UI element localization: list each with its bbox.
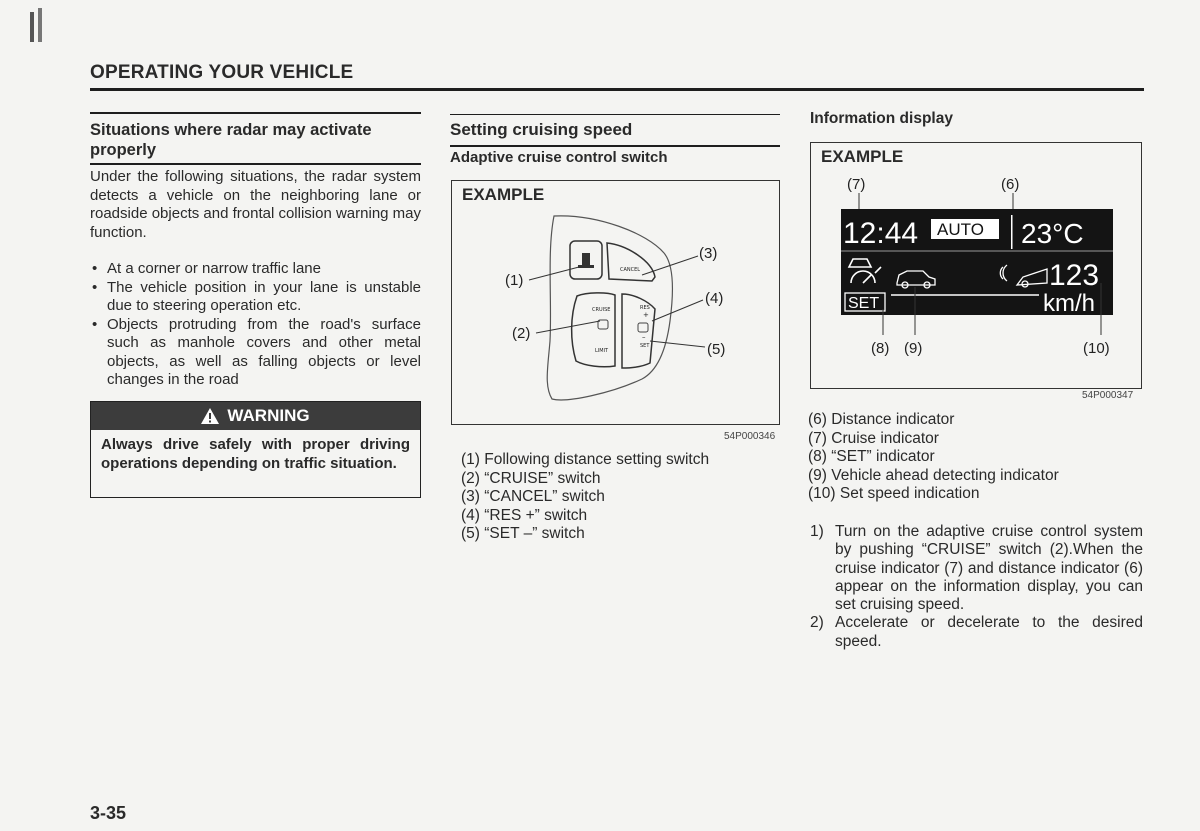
callout-1: (1) <box>505 272 524 289</box>
callout-10: (10) <box>1083 340 1110 357</box>
minus-switch-label: – <box>642 333 646 341</box>
info-display-illustration <box>811 143 1143 390</box>
legend-item: (3) “CANCEL” switch <box>461 488 605 505</box>
legend-item: (1) Following distance setting switch <box>461 451 710 468</box>
callout-6: (6) <box>1001 176 1020 193</box>
legend-item: (8) “SET” indicator <box>808 448 935 465</box>
plus-switch-label: + <box>643 311 649 319</box>
display-time: 12:44 <box>843 217 919 250</box>
subheading-switch: Adaptive cruise control switch <box>450 149 668 166</box>
callout-9: (9) <box>904 340 923 357</box>
display-unit: km/h <box>1043 290 1096 317</box>
cruise-switch-label: CRUISE <box>592 307 611 313</box>
legend-item: (7) Cruise indicator <box>808 429 939 447</box>
figure-code: 54P000346 <box>724 431 776 442</box>
switch-legend <box>461 451 709 544</box>
warning-header <box>91 402 420 430</box>
callout-7: (7) <box>847 176 866 193</box>
corner-tab-mark <box>28 6 58 46</box>
warning-box <box>90 401 421 498</box>
switch-figure <box>451 180 780 425</box>
list-item: • At a corner or narrow traffic lane <box>90 260 421 279</box>
figure-code: 54P000347 <box>1082 390 1134 401</box>
display-figure <box>810 142 1142 389</box>
section-rule <box>90 163 421 165</box>
step-item <box>810 523 1143 614</box>
section-rule <box>90 112 421 114</box>
cancel-button <box>607 243 655 281</box>
legend-item: (6) Distance indicator <box>808 411 955 428</box>
cancel-switch-label: CANCEL <box>620 267 641 273</box>
legend-item: (9) Vehicle ahead detecting indicator <box>808 466 1059 484</box>
intro-paragraph: Under the following situations, the radar system detects a vehicle on the neighboring lane or roadside objects and frontal collision warning may function. <box>90 168 422 241</box>
example-label: EXAMPLE <box>462 185 545 204</box>
warning-title: WARNING <box>227 406 310 425</box>
step-number: 2) <box>810 614 824 632</box>
step-text: Accelerate or decelerate to the desired speed. <box>835 614 1143 650</box>
display-set-indicator: SET <box>848 295 880 312</box>
subheading-info-display: Information display <box>810 110 953 127</box>
list-item: • Objects protruding from the road's surface such as manhole covers and other metal objects, as well as falling objects or level changes in the road <box>90 316 421 390</box>
cruise-limit-rocker <box>572 293 615 367</box>
step-text: Turn on the adaptive cruise control system by pushing “CRUISE” switch (2).When the cruise indicator (7) and distance indicator (6) appear on the information display, you can set cruising speed. <box>835 523 1143 614</box>
display-mode: AUTO <box>937 220 984 239</box>
callout-4: (4) <box>705 290 724 307</box>
procedure-steps <box>810 523 1143 651</box>
section-rule <box>450 114 780 115</box>
callout-2: (2) <box>512 325 531 342</box>
warning-text: Always drive safely with proper driving operations depending on traffic situation. <box>101 436 410 472</box>
situation-list <box>90 260 421 390</box>
display-speed: 123 <box>1049 259 1100 292</box>
display-legend <box>808 411 1059 504</box>
step-number: 1) <box>810 523 824 540</box>
callout-5: (5) <box>707 341 726 358</box>
page-number: 3-35 <box>90 803 127 823</box>
callout-3: (3) <box>699 245 718 262</box>
title-rule <box>90 88 1144 91</box>
display-temperature: 23°C <box>1021 218 1084 249</box>
limit-switch-label: LIMIT <box>595 348 609 354</box>
section-heading-radar: Situations where radar may activate properly <box>90 121 372 159</box>
res-switch-label: RES <box>640 305 650 311</box>
cruise-switch-illustration <box>452 181 781 426</box>
warning-triangle-icon <box>201 408 219 424</box>
legend-item: (2) “CRUISE” switch <box>461 469 601 487</box>
example-label: EXAMPLE <box>821 147 904 166</box>
section-heading-cruising: Setting cruising speed <box>450 120 633 139</box>
set-switch-label: SET <box>640 343 650 349</box>
list-item: • The vehicle position in your lane is unstable due to steering operation etc. <box>90 279 421 316</box>
page-title: OPERATING YOUR VEHICLE <box>90 62 354 83</box>
section-rule <box>450 145 780 147</box>
callout-8: (8) <box>871 340 890 357</box>
legend-item: (10) Set speed indication <box>808 485 980 502</box>
legend-item: (5) “SET –” switch <box>461 525 585 542</box>
step-item <box>810 614 1143 651</box>
legend-item: (4) “RES +” switch <box>461 506 588 524</box>
